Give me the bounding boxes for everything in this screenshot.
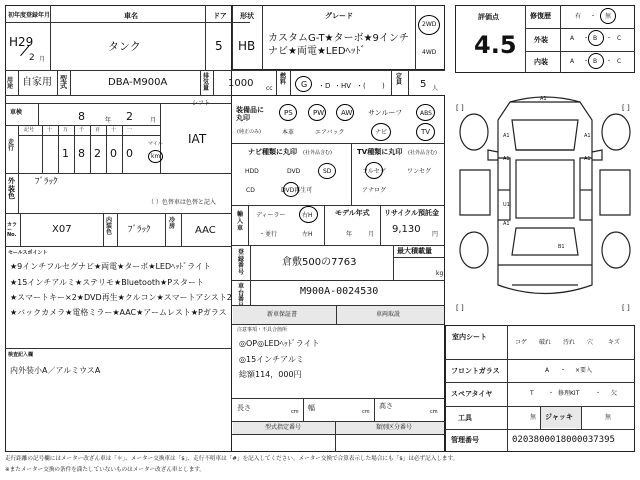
mileage-label: 走行: [8, 139, 15, 152]
mgmt-label: 管理番号: [451, 436, 479, 444]
tv-sub: (社外品含む): [408, 150, 437, 156]
door-count: 5: [215, 39, 223, 53]
repair-no-circle: [600, 8, 616, 24]
cc-unit: cc: [266, 85, 273, 92]
inspector-note: 内外装小A／アルミウスA: [10, 366, 101, 375]
score-value: 4.5: [474, 31, 517, 59]
note-1: ◎OP◎LEDﾍｯﾄﾞライト: [239, 339, 320, 348]
equip-ps: PS: [284, 109, 293, 117]
height-unit: cm: [430, 409, 438, 415]
recycle-label: リサイクル預託金: [384, 209, 440, 217]
mileage-place-label: 一: [127, 127, 133, 133]
reg-no: 倉敷500の7763: [282, 257, 357, 268]
frame-label: 車台番: [238, 283, 245, 304]
equip-tv-circle: [416, 123, 435, 141]
interior-b-circle: [588, 53, 604, 69]
grade-label: グレード: [325, 12, 353, 20]
seat-item: 穴: [587, 339, 594, 346]
mile-unit: マイル: [148, 141, 163, 147]
mileage-digit: 0: [126, 147, 133, 160]
mileage-place-label: 百: [95, 127, 101, 133]
handle-right: 右H: [302, 212, 313, 219]
grade-option: ・: [583, 58, 590, 65]
equip-abs-circle: [416, 104, 435, 121]
capacity-value: 5: [420, 79, 427, 90]
spare-label: スペアタイヤ: [451, 390, 493, 398]
grade-option: C: [617, 35, 622, 42]
use-value: 自家用: [22, 77, 52, 88]
ac-value: AAC: [195, 225, 216, 236]
exterior-color: ﾌﾞﾗｯｸ: [35, 177, 58, 187]
color-no-label: カラーNo.: [7, 222, 18, 238]
shift-label: シフト: [192, 100, 211, 107]
mark-a1-left-door: A1: [503, 156, 510, 162]
person-unit: 人: [432, 85, 439, 92]
grade-option: A: [570, 35, 575, 42]
equip-abs: ABS: [420, 110, 432, 117]
tv-fullseg-circle: [365, 162, 383, 179]
equip-airbag: エアバック: [315, 129, 345, 136]
note-3: 総額114，000円: [239, 370, 302, 379]
first-reg-month-unit: 月: [39, 56, 46, 63]
km-unit: km: [151, 153, 161, 160]
mileage-divider: [90, 125, 91, 173]
grade-option: ・: [606, 35, 613, 42]
inspector-label: 検査記入欄: [8, 352, 34, 358]
mark-a1-left-rear: A1: [503, 221, 510, 227]
inspection-label: 車検: [10, 109, 23, 116]
notes-label: 注意事項・不具合箇所: [237, 327, 288, 333]
sales-point-4: ★バックカメラ★電格ミラー★AAC★アームレスト★Pガラス: [10, 308, 227, 317]
mileage-divider: [58, 125, 59, 173]
spare-none: 欠: [611, 390, 618, 397]
fuel-other-close: ): [382, 82, 385, 90]
equip-ps-circle: [279, 104, 297, 121]
length-unit: cm: [291, 409, 299, 415]
handle-right-circle: [299, 206, 318, 223]
equip-leather: 本革: [282, 129, 295, 136]
max-load-label: 最大積載量: [397, 247, 432, 255]
seat-label: 室内シート: [452, 333, 487, 341]
mileage-place-label: 十: [47, 127, 53, 133]
score-label: 評価点: [478, 13, 499, 21]
mileage-digit: 8: [78, 147, 85, 160]
equip-label: 装備品に丸印: [236, 106, 264, 123]
fuel-g: G: [301, 80, 308, 89]
fuel-g-circle: [295, 76, 312, 92]
windshield-a: A: [545, 367, 550, 374]
svg-text:[ ]: [ ]: [622, 304, 630, 312]
navi-sub: (社外品含む): [303, 150, 332, 156]
drive-2wd-circle: [418, 15, 440, 35]
shape-value: HB: [238, 39, 256, 53]
mark-a1-front: A1: [540, 96, 547, 102]
grade-option: C: [617, 58, 622, 65]
navi-sd-circle: [318, 163, 336, 179]
car-name: タンク: [108, 40, 141, 53]
navi-dvd-play-circle: [283, 182, 299, 197]
sales-point-1: ★9インチフルセグナビ★両電★ターボ★LEDﾍｯﾄﾞライト: [10, 262, 211, 271]
fuel-label: 燃料: [280, 73, 287, 86]
drive-4wd: 4WD: [422, 49, 437, 56]
windshield-dot: ・: [560, 367, 567, 374]
mark-b1: B1: [558, 244, 565, 250]
interior-color-label: 内装色: [106, 217, 113, 236]
month-unit: 月: [150, 117, 157, 124]
first-reg-month: 2: [29, 53, 35, 63]
shape-label: 形状: [240, 12, 254, 20]
equip-pw: PW: [313, 109, 325, 117]
navi-dvd: DVD: [287, 168, 301, 175]
navi-hdd: HDD: [245, 168, 259, 175]
tv-fullseg: フルセグ: [362, 168, 386, 175]
exterior-label: 外装: [534, 36, 548, 44]
mileage-digit: 0: [110, 147, 117, 160]
recycle-value: 9,130: [392, 224, 421, 235]
displacement-label: 排気量: [203, 73, 210, 92]
svg-text:[ ]: [ ]: [456, 104, 464, 112]
mark-a1-right-front: A1: [584, 133, 591, 139]
tv-analog: アナログ: [362, 187, 387, 194]
new-warranty: 新車保証書: [267, 311, 298, 318]
fuel-hv: ・HV: [334, 82, 352, 90]
width-label: 幅: [308, 404, 315, 412]
reg-no-label: 登録番号: [238, 249, 245, 276]
import-dealer: ディーラー: [256, 212, 286, 219]
equip-navi-circle: [371, 123, 391, 141]
displacement-value: 1000: [228, 78, 254, 89]
navi-sd: SD: [323, 168, 332, 175]
door-label: ドア: [213, 12, 227, 20]
use-label: 用途: [7, 77, 14, 90]
tools-label: 工具: [458, 414, 472, 422]
handle-left: 左H: [302, 231, 313, 238]
type-designation-label: 型式指定番号: [265, 424, 302, 431]
sales-point-3: ★スマートキー×2★DVD再生★クルコン★スマートアシスト2: [10, 293, 232, 302]
seat-item: 汚れ: [563, 339, 576, 346]
equip-navi: ナビ: [375, 129, 388, 136]
mileage-place-label: 十: [111, 127, 117, 133]
exterior-b-circle: [588, 30, 604, 46]
equip-aw-circle: [336, 104, 354, 121]
seat-item: コゲ: [515, 339, 528, 346]
height-label: 高さ: [379, 402, 393, 410]
year-unit: 年: [105, 117, 112, 124]
exterior-color-label: 外装色: [8, 177, 15, 201]
equip-aw: AW: [341, 109, 353, 117]
mgmt-no: 0203800018000037395: [512, 435, 615, 445]
model-label: 型式: [60, 75, 67, 90]
spare-dot2: ・: [595, 390, 602, 397]
model-year-unit-m: 月: [368, 231, 375, 238]
footer-line2: ※またメーター交換の条件を満たしていないものはメーター改ざん車とします。: [5, 467, 206, 473]
equip-tv: TV: [421, 128, 431, 136]
navi-dvd-play: DVD再生可: [281, 187, 313, 194]
recycle-unit: 円: [432, 231, 439, 238]
interior-label: 内装: [534, 58, 548, 66]
repair-dot: ・: [590, 13, 597, 20]
mileage-place-label: 千: [79, 127, 85, 133]
capacity-label: 定員: [396, 73, 403, 86]
fuel-other-open: ・(: [356, 82, 366, 90]
shift-value: IAT: [188, 132, 207, 146]
import-label: 輸入車: [237, 211, 244, 233]
ac-label: 冷房: [169, 217, 176, 230]
repair-no: 無: [605, 13, 612, 20]
width-unit: cm: [362, 409, 370, 415]
spare-t: T: [530, 390, 534, 397]
tv-oneseg: ワンセグ: [407, 168, 432, 175]
inspection-year: 8: [78, 110, 85, 123]
windshield-replace: ×要入: [575, 367, 593, 374]
class-label: 類別区分番号: [376, 424, 413, 431]
jack-label: ジャッキ: [545, 413, 573, 421]
km-circle: [148, 150, 163, 163]
mileage-divider: [106, 125, 107, 173]
interior-color: ﾌﾞﾗｯｸ: [128, 225, 151, 235]
frame-no: M900A-0024530: [300, 286, 379, 297]
first-reg-era-year: H29: [9, 35, 34, 49]
spare-dot1: ・: [548, 390, 555, 397]
seat-item: 破れ: [539, 339, 552, 346]
windshield-label: フロントガラス: [451, 367, 500, 375]
mileage-place-label: 万: [63, 127, 69, 133]
inspection-month: 2: [126, 110, 133, 123]
mileage-place-label: 記号: [24, 127, 35, 133]
footer-line1: 走行距離の記号欄にはメーター改ざん車は「＊」、メーター交換車は「$」、走行不明車は「#」を記入してください。メーター交換で合算表示した場合にも「$」は必ず記入します。: [5, 456, 459, 462]
grade-line2: ナビ★両電★LEDﾍｯﾄﾞ: [268, 46, 366, 57]
model-year-label: モデル年式: [335, 209, 370, 217]
spare-kit: 修理KIT: [558, 390, 580, 397]
grade-option: B: [593, 35, 598, 42]
seat-item: キズ: [608, 339, 620, 346]
mark-a1-right-door: A1: [584, 156, 591, 162]
grade-option: A: [570, 58, 575, 65]
equip-pw-circle: [308, 104, 326, 121]
manual: 車両取説: [376, 311, 401, 318]
sales-point-2: ★15インチアルミ★ステリモ★Bluetooth★Pスタート: [10, 278, 205, 287]
mileage-divider: [122, 125, 123, 173]
import-parallel: ・並行: [259, 231, 278, 238]
repair-yes: 有: [575, 13, 582, 20]
mileage-digit: 2: [94, 147, 101, 160]
tools-value: 無: [530, 414, 537, 421]
car-damage-diagram: [452, 80, 638, 318]
navi-cd: CD: [246, 187, 255, 194]
mileage-digit: 1: [62, 147, 69, 160]
repair-label: 修復歴: [530, 12, 551, 20]
mileage-divider: [42, 125, 43, 173]
mileage-divider: [74, 125, 75, 173]
jack-value: 無: [605, 414, 612, 421]
drive-2wd: 2WD: [422, 21, 437, 28]
equip-sub: (純正のみ): [237, 129, 261, 135]
grade-option: B: [593, 58, 598, 65]
svg-text:[ ]: [ ]: [456, 304, 464, 312]
fuel-d: ・D: [318, 82, 331, 90]
grade-line1: カスタムG-T★ターボ★9インチ: [268, 33, 409, 44]
mark-a1-left-front: A1: [503, 133, 510, 139]
note-2: ◎15インチアルミ: [239, 355, 304, 364]
color-change-note: （ ）色替車は色替と記入: [148, 199, 216, 206]
length-label: 長さ: [237, 404, 251, 412]
svg-text:[ ]: [ ]: [622, 104, 630, 112]
mark-u1: U1: [503, 202, 510, 208]
grade-option: ・: [606, 58, 613, 65]
first-reg-label: 初年度登録年月: [8, 12, 51, 19]
equip-sunroof: サンルーフ: [368, 109, 403, 117]
color-no: X07: [52, 224, 72, 235]
car-name-label: 車名: [124, 12, 138, 20]
grade-option: ・: [583, 35, 590, 42]
tv-label: TV種類に丸印: [357, 148, 403, 156]
model-year-unit-y: 年: [346, 231, 353, 238]
navi-label: ナビ種類に丸印: [248, 148, 297, 156]
model-value: DBA-M900A: [108, 77, 168, 88]
sales-points-label: セールスポイント: [8, 250, 48, 256]
kg-unit: kg: [436, 270, 444, 277]
